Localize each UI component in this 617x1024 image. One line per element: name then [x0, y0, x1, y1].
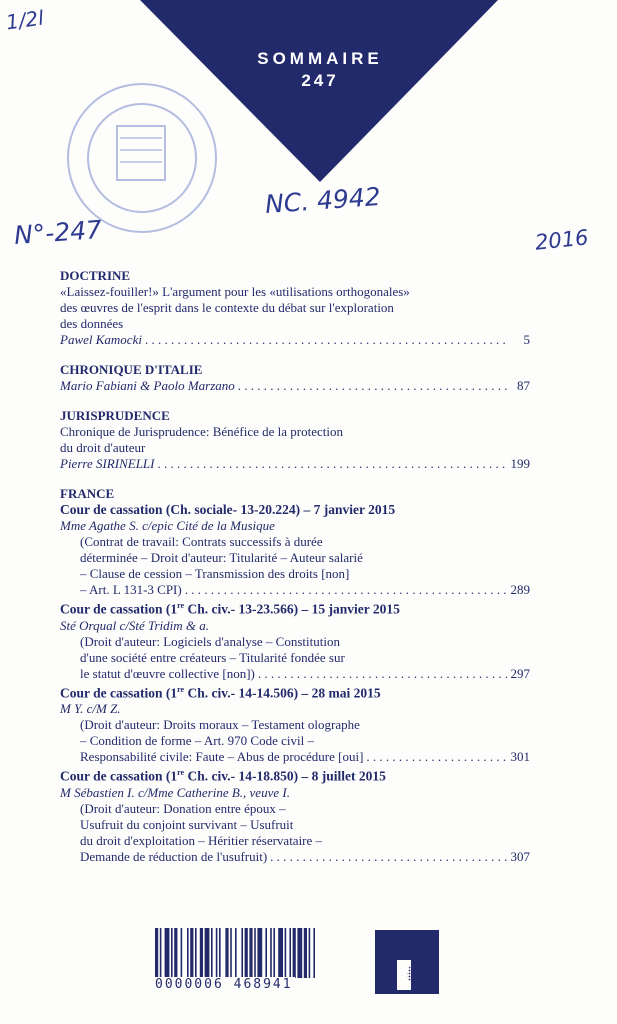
- handwritten-note-top-left: 1/2l: [4, 5, 46, 35]
- case-parties: Mme Agathe S. c/epic Cité de la Musique: [60, 518, 275, 533]
- barcode-bar: [230, 928, 232, 978]
- case-summary-line: déterminée – Droit d'auteur: Titularité – Auteur salarié: [80, 550, 363, 565]
- leader-dots: [270, 849, 507, 865]
- barcode-bar: [241, 928, 243, 978]
- case-parties: M Y. c/M Z.: [60, 701, 121, 716]
- leader-dots: [238, 378, 507, 394]
- library-stamp: [62, 78, 222, 238]
- barcode-bar: [270, 928, 272, 978]
- barcode-bar: [225, 928, 228, 978]
- barcode-bar: [219, 928, 221, 978]
- barcode-bar: [190, 928, 193, 978]
- leader-dots: [258, 666, 507, 682]
- page-number: 307: [510, 848, 530, 864]
- leader-dots: [145, 332, 507, 348]
- section-jurisprudence: JURISPRUDENCE: [60, 408, 170, 423]
- case-summary-line: Responsabilité civile: Faute – Abus de procédure [oui]: [80, 749, 364, 764]
- case-summary-line: – Art. L 131-3 CPI): [80, 582, 182, 597]
- toc-entry-case-3[interactable]: [60, 749, 530, 765]
- case-summary-line: le statut d'œuvre collective [non]): [80, 665, 255, 681]
- barcode-bar: [187, 928, 189, 978]
- header-number: 247: [301, 71, 339, 90]
- toc-entry-italie[interactable]: [60, 378, 530, 394]
- handwritten-year: 2016: [533, 225, 590, 255]
- handwritten-issue-number: N°-247: [13, 214, 103, 251]
- case-title: Cour de cassation (Ch. sociale- 13-20.224) – 7 janvier 2015: [60, 502, 396, 517]
- barcode-bar: [249, 928, 252, 978]
- barcode-bar: [235, 928, 237, 978]
- handwritten-reference: NC. 4942: [264, 182, 382, 219]
- barcode-bar: [181, 928, 183, 978]
- case-parties: Sté Orqual c/Sté Tridim & a.: [60, 617, 210, 633]
- leader-dots: [185, 582, 507, 598]
- case-summary-line: d'une société entre créateurs – Titularité fondée sur: [80, 649, 345, 665]
- barcode-bar: [273, 928, 275, 978]
- text-line: Chronique de Jurisprudence: Bénéfice de la protection: [60, 424, 344, 439]
- page-number: 289: [510, 582, 530, 597]
- case-summary-line: – Clause de cession – Transmission des droits [non]: [80, 566, 350, 581]
- header-title: SOMMAIRE: [257, 49, 383, 68]
- barcode-bar: [195, 928, 197, 978]
- barcode-bar: [155, 928, 158, 978]
- barcode-bar: [297, 928, 302, 978]
- barcode-bar: [309, 928, 311, 978]
- leader-dots: [366, 749, 507, 765]
- author: Mario Fabiani & Paolo Marzano: [60, 378, 235, 393]
- page-number: 199: [510, 456, 530, 471]
- author: Pierre SIRINELLI: [60, 456, 155, 471]
- publisher-logo-icon: [375, 930, 439, 994]
- barcode-bar: [313, 928, 315, 978]
- text-line: des données: [60, 316, 124, 331]
- author: Pawel Kamocki: [60, 332, 142, 347]
- barcode-bar: [265, 928, 267, 978]
- table-of-contents: [60, 268, 530, 865]
- case-summary-line: (Droit d'auteur: Droits moraux – Testament olographe: [80, 717, 360, 732]
- case-title: Cour de cassation (1re Ch. civ.- 13-23.566) – 15 janvier 2015: [60, 601, 400, 617]
- page-number: 301: [510, 749, 530, 764]
- barcode-bar: [257, 928, 262, 978]
- case-parties: M Sébastien I. c/Mme Catherine B., veuve I.: [60, 784, 290, 800]
- barcode-bar: [174, 928, 177, 978]
- text-line: du droit d'auteur: [60, 440, 146, 455]
- barcode-bar: [216, 928, 218, 978]
- barcode-bar: [289, 928, 291, 978]
- page-number: 5: [523, 332, 530, 347]
- case-summary-line: (Contrat de travail: Contrats successifs à durée: [80, 534, 323, 549]
- toc-entry-jurisprudence[interactable]: [60, 456, 530, 472]
- case-summary-line: (Droit d'auteur: Logiciels d'analyse – Constitution: [80, 633, 340, 649]
- section-chronique-italie: CHRONIQUE D'ITALIE: [60, 362, 203, 377]
- barcode-digits: 0000006 468941: [155, 977, 293, 992]
- barcode-bar: [254, 928, 256, 978]
- barcode-bar: [171, 928, 173, 978]
- case-summary-line: Usufruit du conjoint survivant – Usufruit: [80, 816, 294, 832]
- case-summary-line: du droit d'exploitation – Héritier réservataire –: [80, 832, 323, 848]
- toc-entry-case-1[interactable]: [60, 582, 530, 598]
- page-number: 297: [510, 665, 530, 681]
- section-doctrine: DOCTRINE: [60, 268, 131, 283]
- section-france: FRANCE: [60, 486, 115, 501]
- page-number: 87: [517, 378, 530, 393]
- barcode-bar: [205, 928, 210, 978]
- toc-entry-case-2[interactable]: [60, 666, 530, 682]
- barcode-bar: [293, 928, 296, 978]
- leader-dots: [157, 456, 507, 472]
- case-summary-line: Demande de réduction de l'usufruit): [80, 848, 268, 864]
- barcode-bar: [211, 928, 213, 978]
- text-line: des œuvres de l'esprit dans le contexte du débat sur l'exploration: [60, 300, 394, 315]
- toc-entry-case-4[interactable]: [60, 849, 530, 865]
- barcode-bar: [160, 928, 162, 978]
- case-summary-line: – Condition de forme – Art. 970 Code civil –: [80, 733, 314, 748]
- barcode-bar: [278, 928, 283, 978]
- barcode-bar: [285, 928, 287, 978]
- barcode-bar: [304, 928, 307, 978]
- toc-entry-doctrine[interactable]: [60, 332, 530, 348]
- barcode-bar: [165, 928, 170, 978]
- barcode-bar: [200, 928, 203, 978]
- barcode-bar: [245, 928, 248, 978]
- case-title: Cour de cassation (1re Ch. civ.- 14-14.506) – 28 mai 2015: [60, 684, 381, 700]
- case-summary-line: (Droit d'auteur: Donation entre époux –: [80, 800, 286, 816]
- case-title: Cour de cassation (1re Ch. civ.- 14-18.850) – 8 juillet 2015: [60, 768, 386, 784]
- header: [200, 48, 440, 92]
- text-line: «Laissez-fouiller!» L'argument pour les «utilisations orthogonales»: [60, 284, 410, 299]
